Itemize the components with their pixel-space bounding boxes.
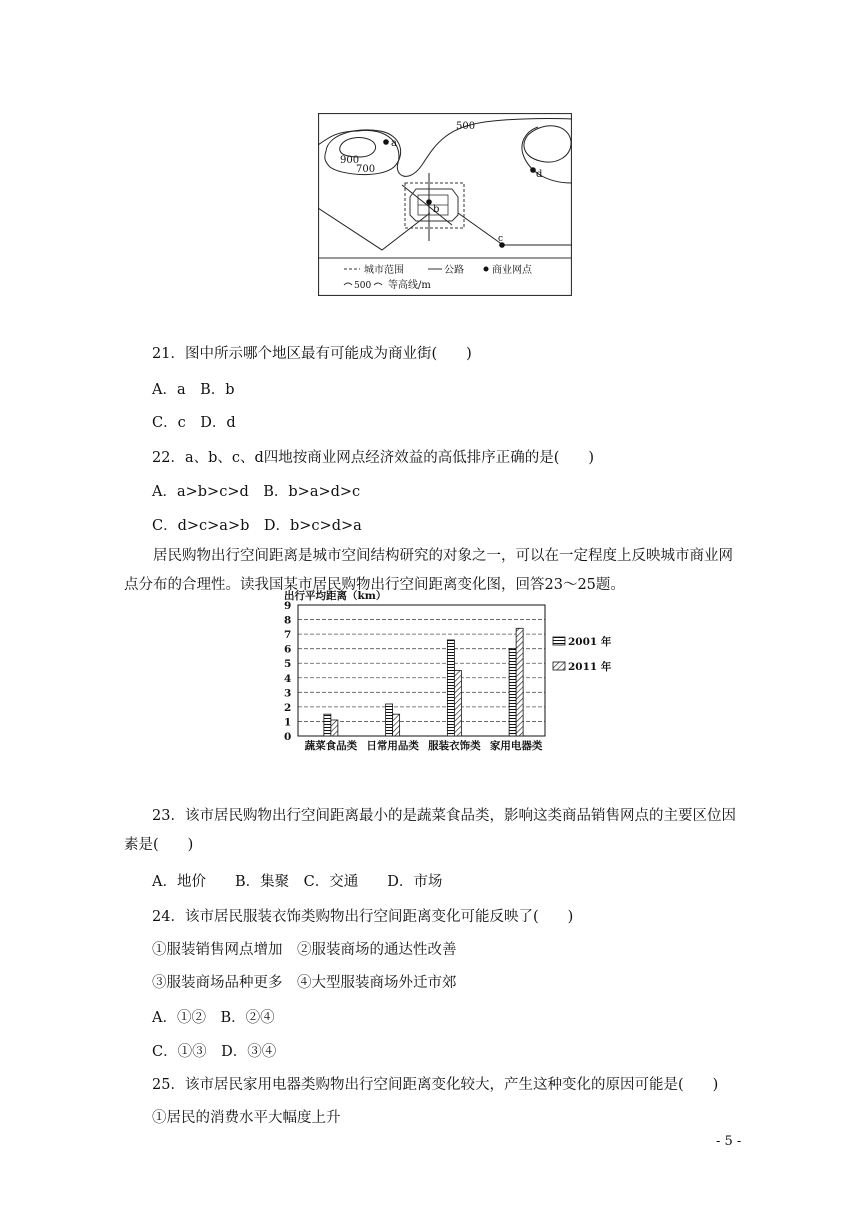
- bar-2011: [454, 671, 461, 737]
- point-a: [383, 139, 389, 145]
- q24-options-2: C．①③ D．③④: [152, 1044, 277, 1060]
- y-tick-label: 5: [284, 658, 292, 671]
- label-b: b: [433, 204, 440, 215]
- y-tick-label: 6: [284, 643, 292, 656]
- label-d: d: [536, 169, 543, 180]
- label-a: a: [391, 138, 397, 149]
- label-c: c: [498, 234, 504, 244]
- legend-city-range: 城市范围: [364, 265, 404, 276]
- bar-2011: [516, 628, 523, 736]
- q22-stem: 22．a、b、c、d四地按商业网点经济效益的高低排序正确的是( ): [152, 450, 595, 466]
- y-tick-label: 7: [284, 629, 292, 642]
- page-number: - 5 -: [716, 1134, 742, 1149]
- bar-2001: [386, 704, 393, 736]
- label-700: 700: [356, 164, 376, 175]
- legend-business-site: 商业网点: [492, 265, 532, 276]
- legend-label: 2001 年: [568, 636, 612, 648]
- legend-contour-sample: 500: [354, 281, 372, 291]
- bar-2011: [393, 714, 400, 736]
- bar-2001: [324, 714, 331, 736]
- label-900: 900: [340, 155, 360, 166]
- q23-options: A．地价 B．集聚 C．交通 D．市场: [152, 874, 443, 890]
- y-tick-label: 0: [284, 731, 292, 743]
- legend-contour-label: 等高线/m: [388, 280, 431, 291]
- point-b: [426, 199, 432, 205]
- x-tick-label: 家用电器类: [489, 740, 543, 752]
- y-tick-label: 9: [284, 600, 292, 612]
- point-d: [530, 167, 536, 173]
- q25-stem: 25．该市居民家用电器类购物出行空间距离变化较大，产生这种变化的原因可能是( ): [152, 1077, 719, 1093]
- q22-options-2: C．d>c>a>b D．b>c>d>a: [152, 518, 362, 534]
- bar-2001: [509, 649, 516, 736]
- legend-label: 2011 年: [568, 661, 612, 673]
- y-tick-label: 8: [284, 614, 292, 627]
- legend-swatch: [553, 637, 565, 645]
- q25-item-1: ①居民的消费水平大幅度上升: [152, 1110, 341, 1126]
- q24-options-1: A．①② B．②④: [152, 1010, 275, 1026]
- q23-stem: 23．该市居民购物出行空间距离最小的是蔬菜食品类，影响这类商品销售网点的主要区位因素是( ): [124, 808, 736, 853]
- y-tick-label: 1: [284, 716, 292, 729]
- q24-item-2: ③服装商场品种更多 ④大型服装商场外迁市郊: [152, 975, 457, 991]
- bar-2001: [447, 640, 454, 736]
- intro-paragraph: 居民购物出行空间距离是城市空间结构研究的对象之一，可以在一定程度上反映城市商业网点分布的合理性。读我国某市居民购物出行空间距离变化图，回答23～25题。: [124, 548, 733, 593]
- y-tick-label: 2: [284, 701, 292, 714]
- plot-frame: [298, 605, 545, 736]
- legend-road: 公路: [444, 265, 464, 276]
- q22-options-1: A．a>b>c>d B．b>a>d>c: [152, 484, 361, 500]
- x-tick-label: 蔬菜食品类: [304, 740, 358, 752]
- contour-map-figure: [318, 113, 572, 296]
- label-500: 500: [456, 121, 476, 132]
- bar-chart: [282, 588, 612, 753]
- legend-swatch: [553, 662, 565, 670]
- bar-2011: [331, 720, 338, 736]
- y-tick-label: 4: [284, 672, 292, 685]
- chart-ylabel: 出行平均距离（km）: [284, 590, 387, 602]
- y-tick-label: 3: [284, 687, 292, 700]
- q24-item-1: ①服装销售网点增加 ②服装商场的通达性改善: [152, 942, 457, 958]
- q21-options-2: C．c D．d: [152, 415, 236, 431]
- q21-options-1: A．a B．b: [152, 382, 235, 398]
- x-tick-label: 服装衣饰类: [428, 740, 481, 752]
- x-tick-label: 日常用品类: [366, 740, 419, 752]
- q24-stem: 24．该市居民服装衣饰类购物出行空间距离变化可能反映了( ): [152, 909, 574, 925]
- q21-stem: 21．图中所示哪个地区最有可能成为商业街( ): [152, 346, 472, 362]
